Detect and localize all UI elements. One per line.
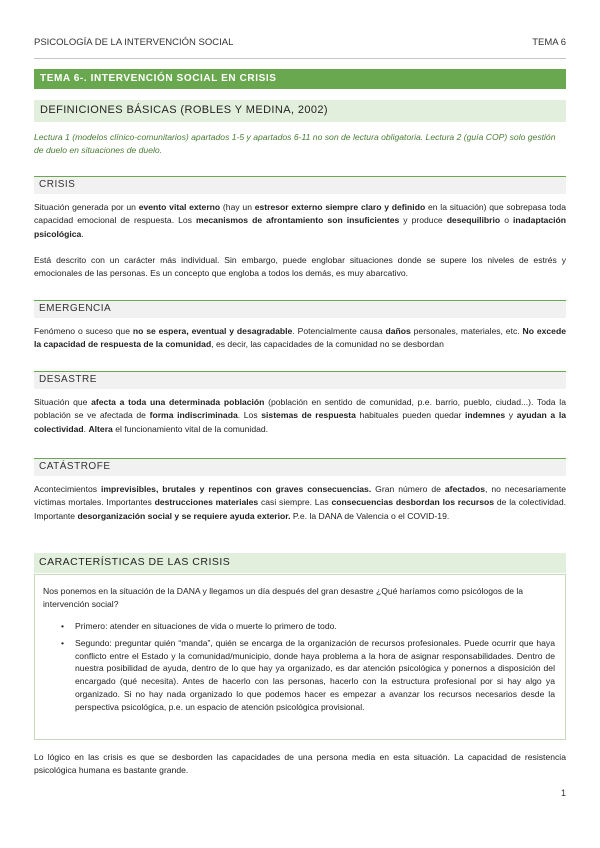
document-title: TEMA 6-. INTERVENCIÓN SOCIAL EN CRISIS (34, 69, 566, 89)
header-divider (34, 58, 566, 59)
heading-caracteristicas: CARACTERÍSTICAS DE LAS CRISIS (34, 553, 566, 573)
heading-emergencia: EMERGENCIA (34, 300, 566, 318)
heading-catastrofe: CATÁSTROFE (34, 458, 566, 476)
crisis-description: Está descrito con un carácter más individual. Sin embargo, puede englobar situaciones donde se supere los niveles de estrés y emocionales de las personas. Es un concepto que engloba a todos los demás, es muy abarcativo. (34, 255, 566, 279)
reading-note: Lectura 1 (modelos clínico-comunitarios) apartados 1-5 y apartados 6-11 no son de lectura obligatoria. Lectura 2 (guía COP) solo gestión de duelo en situaciones de duelo. (34, 132, 556, 155)
desastre-definition: Situación que afecta a toda una determinada población (población en sentido de comunidad, p.e. barrio, pueblo, ciudad...). Toda la población se ve afectada de forma indiscriminada. Los sistemas de respuesta habituales pueden quedar indemnes y ayudan a la colectividad. Altera el funcionamiento vital de la comunidad. (34, 397, 566, 434)
list-item-first: • Primero: atender en situaciones de vida o muerte lo primero de todo. (63, 620, 555, 633)
dana-question: Nos ponemos en la situación de la DANA y llegamos un día después del gran desastre ¿Qué haríamos como psicólogos de la intervención social? (43, 586, 524, 609)
crisis-definition: Situación generada por un evento vital externo (hay un estresor externo siempre claro y definido en la situación) que sobrepasa toda capacidad emocional de respuesta. Los mecanismos de afrontamiento son insuficientes y produce desequilibrio o inadaptación psicológica. (34, 202, 567, 239)
emergencia-definition: Fenómeno o suceso que no se espera, eventual y desagradable. Potencialmente causa daños personales, materiales, etc. No excede la capacidad de respuesta de la comunidad, es decir, las capacidades de la comunidad no se desbordan (34, 326, 566, 350)
header-topic: TEMA 6 (532, 37, 566, 48)
steps-list (43, 620, 555, 714)
page-number: 1 (560, 788, 566, 798)
list-item-second: • Segundo: preguntar quién “manda”, quién se encarga de la organización de recursos profesionales. Puede ocurrir que haya conflicto entre el Estado y la comunidad/municipio, donde haya problema a la hora de asignar responsabilidades. Dentro de nuestra posibilidad de ayuda, dentro de lo que hay ya organizado, es dar atención psicológica y ponernos a disposición del encargado (qué necesita). Antes de hacerlo con las personas, hacerlo con la estructura profesional por si hay algo ya organizado. Si no hay nada organizado lo que podemos hacer es empezar a avanzar los recursos necesarios desde la perspectiva psicológica, p.e. un espacio de atención psicológica provisional. (63, 637, 555, 714)
closing-paragraph: Lo lógico en las crisis es que se desborden las capacidades de una persona media en esta situación. La capacidad de resistencia psicológica humana es bastante grande. (34, 752, 566, 776)
catastrofe-definition: Acontecimientos imprevisibles, brutales y repentinos con graves consecuencias. Gran número de afectados, no necesariamente víctimas mortales. Importantes destrucciones materiales casi siempre. Las consecuencias desbordan los recursos de la colectividad. Importante desorganización social y se requiere ayuda exterior. P.e. la DANA de Valencia o el COVID-19. (34, 484, 566, 521)
heading-desastre: DESASTRE (34, 371, 566, 389)
dana-example-box (34, 574, 566, 740)
heading-crisis: CRISIS (34, 176, 566, 194)
section-subtitle: DEFINICIONES BÁSICAS (ROBLES Y MEDINA, 2002) (34, 100, 566, 122)
page-header (34, 37, 566, 48)
header-course-title: PSICOLOGÍA DE LA INTERVENCIÓN SOCIAL (34, 37, 234, 48)
